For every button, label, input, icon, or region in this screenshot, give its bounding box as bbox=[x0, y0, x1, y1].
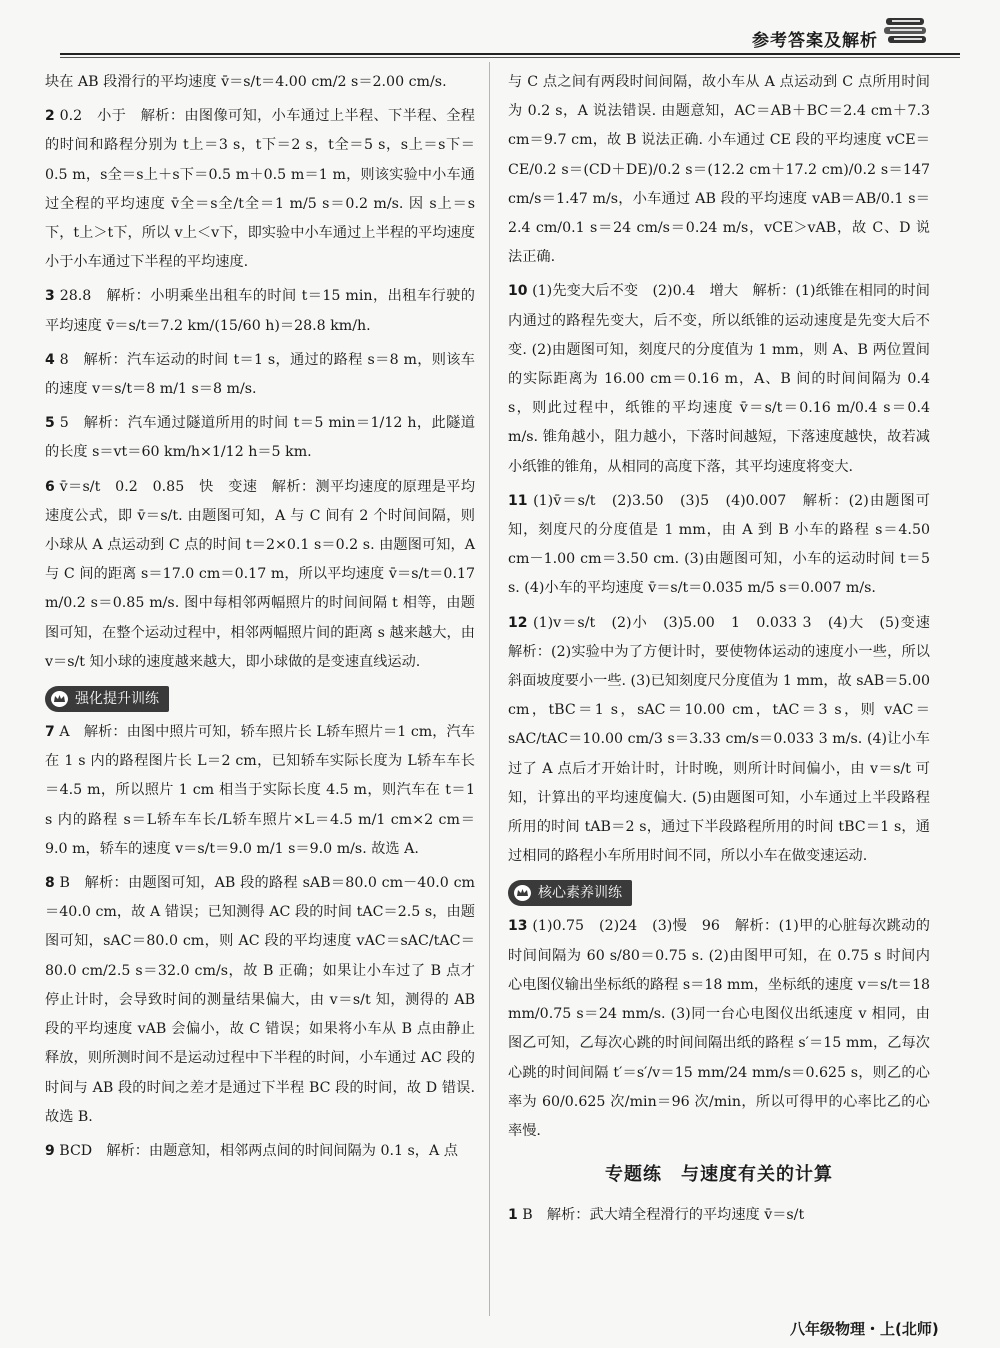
answer-item bbox=[45, 282, 475, 340]
section-banner-label: 核心素养训练 bbox=[538, 885, 622, 902]
item-text: (1)先变大后不变 (2)0.4 增大 解析：(1)纸锥在相同的时间内通过的路程先变大，后不变，所以纸锥的运动速度是先变大后不变. (2)由题图可知，刻度尺的分度值为 1 mm，则 A、B 两位置间的实际距离为 16.00 cm＝0.16 m，A、B 间的时间间隔为 0.4 s，则此过程中，纸锥的平均速度 v̄＝s/t＝0.16 m/0.4 s＝0.4 m/s. 锥角越小，阻力越小，下落时间越短，下落速度越快，故若减小纸锥的锥角，从相同的高度下落，其平均速度将变大. bbox=[508, 283, 930, 475]
item-text: (1)v＝s/t (2)小 (3)5.00 1 0.033 3 (4)大 (5)变速 解析：(2)实验中为了方便计时，要使物体运动的速度小一些，所以斜面坡度要小一些. (3)已知刻度尺分度值为 1 mm，故 sAB＝5.00 cm，tBC＝1 s，sAC＝10.00 cm，tAC＝3 s，则 vAC＝sAC/tAC＝10.00 cm/3 s＝3.33 cm/s＝0.033 3 m/s. (4)让小车过了 A 点后才开始计时，计时晚，则所计时间偏小，由 v＝s/t 可知，计算出的平均速度偏大. (5)由题图可知，小车通过上半段路程所用的时间 tAB＝2 s，通过下半段路程所用的时间 tBC＝1 s，通过相同的路程小车所用时间不同，所以小车在做变速运动. bbox=[508, 614, 945, 865]
item-number: 9 bbox=[45, 1142, 55, 1159]
answer-item bbox=[45, 718, 475, 864]
item-number: 12 bbox=[508, 614, 528, 631]
item-text: A 解析：由图中照片可知，轿车照片长 L轿车照片＝1 cm，汽车在 1 s 内的路程图片长 L＝2 cm，已知轿车实际长度为 L轿车车长＝4.5 m，所以照片 1 cm 相当于实际长度 4.5 m，则汽车在 t＝1 s 内的路程 s＝L轿车车长/L轿车照片×L＝4.5 m/1 cm×2 cm＝9.0 m，轿车的速度 v＝s/t＝9.0 m/1 s＝9.0 m/s. 故选 A. bbox=[45, 724, 475, 857]
item-number: 8 bbox=[45, 875, 55, 892]
item-text: 5 解析：汽车通过隧道所用的时间 t＝5 min＝1/12 h，此隧道的长度 s＝vt＝60 km/h×1/12 h＝5 km. bbox=[45, 415, 475, 461]
answer-item bbox=[508, 277, 930, 481]
answer-item bbox=[45, 869, 475, 1132]
crown-icon bbox=[51, 691, 68, 707]
item-number: 7 bbox=[45, 724, 55, 741]
answer-item bbox=[45, 473, 475, 677]
column-divider bbox=[489, 62, 490, 1316]
item-number: 4 bbox=[45, 351, 55, 368]
item-number: 13 bbox=[508, 918, 528, 935]
item-number: 6 bbox=[45, 478, 55, 495]
right-column bbox=[508, 68, 945, 1236]
books-icon bbox=[882, 14, 930, 50]
item-text: 0.2 小于 解析：由图像可知，小车通过上半程、下半程、全程的时间和路程分别为 t上＝3 s，t下＝2 s，t全＝5 s，s上＝s下＝0.5 m，s全＝s上＋s下＝0.5 m＋0.5 m＝1 m，则该实验中小车通过全程的平均速度 v̄全＝s全/t全＝1 m/5 s＝0.2 m/s. 因 s上＝s下，t上＞t下，所以 v上＜v下，即实验中小车通过上半程的平均速度小于小车通过下半程的平均速度. bbox=[45, 108, 475, 271]
item-text: (1)v̄＝s/t (2)3.50 (3)5 (4)0.007 解析：(2)由题图可知，刻度尺的分度值是 1 mm，由 A 到 B 小车的路程 s＝4.50 cm－1.00 cm＝3.50 cm. (3)由题图可知，小车的运动时间 t＝5 s. (4)小车的平均速度 v̄＝s/t＝0.035 m/5 s＝0.007 m/s. bbox=[508, 492, 930, 597]
crown-icon bbox=[514, 885, 531, 901]
item-text: v̄＝s/t 0.2 0.85 快 变速 解析：测平均速度的原理是平均速度公式，即 v̄＝s/t. 由题图可知，A 与 C 间有 2 个时间间隔，则小球从 A 点运动到 C 点的时间 t＝2×0.1 s＝0.2 s. 由题图可知，A 与 C 间的距离 s＝17.0 cm＝0.17 m，所以平均速度 v̄＝s/t＝0.17 m/0.2 s＝0.85 m/s. 图中每相邻两幅照片的时间间隔 t 相等，由题图可知，在整个运动过程中，相邻两幅照片间的距离 s 越来越大，由 v＝s/t 知小球的速度越来越大，即小球做的是变速直线运动. bbox=[45, 478, 476, 670]
item-text: B 解析：武大靖全程滑行的平均速度 v̄＝s/t bbox=[522, 1207, 805, 1224]
answer-item bbox=[508, 1201, 930, 1230]
item-text: 8 解析：汽车运动的时间 t＝1 s，通过的路程 s＝8 m，则该车的速度 v＝s/t＝8 m/1 s＝8 m/s. bbox=[45, 351, 475, 398]
answer-item bbox=[508, 609, 945, 872]
answer-item bbox=[45, 346, 475, 404]
item-number: 5 bbox=[45, 415, 55, 432]
continued-paragraph: 与 C 点之间有两段时间间隔，故小车从 A 点运动到 C 点所用时间为 0.2 s，A 说法错误. 由题意知，AC＝AB＋BC＝2.4 cm＋7.3 cm＝9.7 cm，故 B 说法正确. 小车通过 CE 段的平均速度 vCE＝CE/0.2 s＝(CD＋DE)/0.2 s＝(12.2 cm＋17.2 cm)/0.2 s＝147 cm/s＝1.47 m/s，小车通过 AB 段的平均速度 vAB＝AB/0.1 s＝2.4 cm/0.1 s＝24 cm/s＝0.24 m/s，vCE＞vAB，故 C、D 说法正确. bbox=[508, 74, 930, 266]
answer-item bbox=[45, 409, 475, 467]
item-number: 10 bbox=[508, 283, 528, 300]
section-banner-label: 强化提升训练 bbox=[75, 691, 159, 708]
item-number: 3 bbox=[45, 288, 55, 305]
topic-title: 专题练 与速度有关的计算 bbox=[605, 1164, 833, 1186]
answer-item bbox=[508, 912, 930, 1146]
item-text: (1)0.75 (2)24 (3)慢 96 解析：(1)甲的心脏每次跳动的时间间隔为 60 s/80＝0.75 s. (2)由图甲可知，在 0.75 s 时间内心电图仪输出坐标纸的路程 s＝18 mm，坐标纸的速度 v＝s/t＝18 mm/0.75 s＝24 mm/s. (3)同一台心电图仪出纸速度 v 相同，由图乙可知，乙每次心跳的时间间隔出纸的路程 s′＝15 mm，乙每次心跳的时间间隔 t′＝s′/v＝15 mm/24 mm/s＝0.625 s，则乙的心率为 60/0.625 次/min＝96 次/min，所以可得甲的心率比乙的心率慢. bbox=[508, 918, 930, 1139]
item-number: 1 bbox=[508, 1207, 518, 1224]
left-column bbox=[45, 68, 475, 1171]
item-text: 28.8 解析：小明乘坐出租车的时间 t＝15 min，出租车行驶的平均速度 v̄＝s/t＝7.2 km/(15/60 h)＝28.8 km/h. bbox=[45, 288, 475, 334]
header-rule bbox=[60, 53, 960, 55]
section-banner-strengthen bbox=[45, 686, 169, 712]
section-banner-core bbox=[508, 880, 632, 906]
header-title: 参考答案及解析 bbox=[752, 31, 878, 51]
page-footer: 八年级物理・上(北师) bbox=[790, 1320, 939, 1338]
item-text: B 解析：由题图可知，AB 段的路程 sAB＝80.0 cm－40.0 cm＝40.0 cm，故 A 错误；已知测得 AC 段的时间 tAC＝2.5 s，由题图可知，sAC＝80.0 cm，则 AC 段的平均速度 vAC＝sAC/tAC＝80.0 cm/2.5 s＝32.0 cm/s，故 B 正确；如果让小车过了 B 点才停止计时，会导致时间的测量结果偏大，由 v＝s/t 知，测得的 AB 段的平均速度 vAB 会偏小，故 C 错误；如果将小车从 B 点由静止释放，则所测时间不是运动过程中下半程的时间，小车通过 AC 段的时间与 AB 段的时间之差才是通过下半程 BC 段的时间，故 D 错误. 故选 B. bbox=[45, 875, 475, 1125]
item-number: 2 bbox=[45, 108, 55, 125]
header-rule-thin bbox=[60, 57, 960, 58]
continued-paragraph: 块在 AB 段滑行的平均速度 v̄＝s/t＝4.00 cm/2 s＝2.00 cm/s. bbox=[45, 74, 447, 90]
page-header bbox=[60, 0, 960, 55]
item-text: BCD 解析：由题意知，相邻两点间的时间间隔为 0.1 s，A 点 bbox=[59, 1142, 458, 1159]
item-number: 11 bbox=[508, 492, 528, 509]
answer-item bbox=[508, 487, 930, 604]
answer-item bbox=[45, 1137, 475, 1166]
answer-item bbox=[45, 102, 475, 277]
